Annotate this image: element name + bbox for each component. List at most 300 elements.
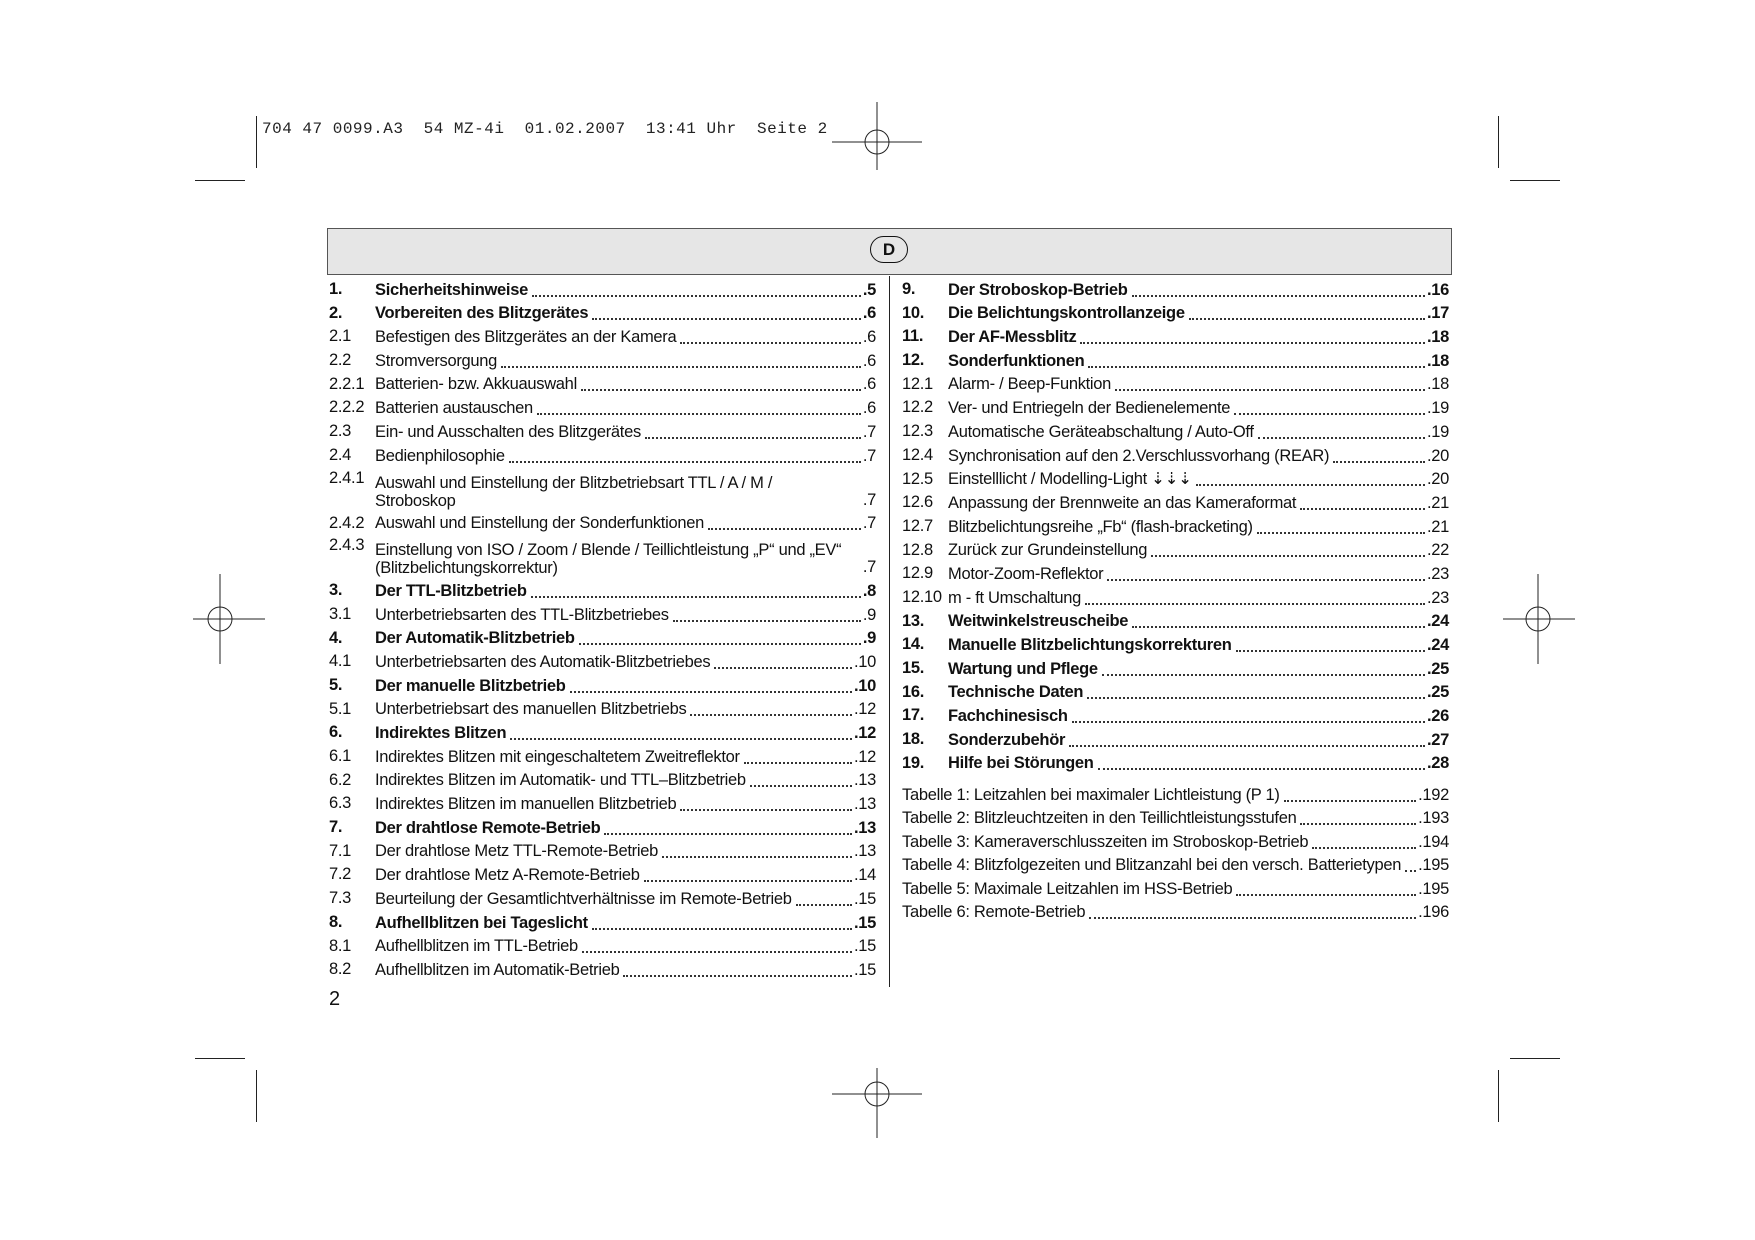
toc-entry-title: Aufhellblitzen im Automatik-Betrieb (375, 960, 620, 979)
toc-entry-page: .19 (1426, 422, 1449, 441)
language-badge: D (870, 236, 908, 263)
toc-entry[interactable] (902, 323, 1449, 347)
toc-entry-body (375, 937, 876, 956)
toc-entry-body (375, 304, 876, 323)
toc-entry-page: .15 (853, 889, 876, 908)
toc-entry-body (948, 589, 1449, 608)
toc-entry[interactable] (329, 577, 876, 601)
toc-entry-body (902, 903, 1449, 922)
toc-entry[interactable] (902, 702, 1449, 726)
toc-entry-number: 12.6 (902, 493, 933, 512)
crop-mark (195, 1058, 245, 1059)
toc-entry[interactable] (902, 513, 1449, 537)
toc-entry-title: Blitzbelichtungsreihe „Fb“ (flash-bracketing) (948, 517, 1253, 536)
toc-entry-body (375, 842, 876, 861)
toc-entry[interactable] (329, 909, 876, 933)
column-divider (889, 276, 890, 987)
toc-entry-title: Indirektes Blitzen mit eingeschaltetem Zweitreflektor (375, 747, 740, 766)
toc-entry[interactable] (902, 726, 1449, 750)
toc-entry-number: 5. (329, 675, 343, 694)
leader-dots (644, 879, 852, 882)
toc-entry[interactable] (329, 719, 876, 743)
leader-dots (1300, 507, 1425, 510)
toc-entry[interactable] (902, 276, 1449, 300)
toc-entry-number: 12.9 (902, 564, 933, 583)
toc-entry[interactable] (329, 814, 876, 838)
toc-entry-title: Tabelle 2: Blitzleuchtzeiten in den Teillichtleistungsstufen (902, 809, 1297, 828)
leader-dots (645, 436, 861, 439)
toc-entry-page: .20 (1426, 446, 1449, 465)
toc-entry[interactable] (329, 418, 876, 442)
toc-entry-body (948, 612, 1449, 631)
toc-entry-title: Der drahtlose Metz A-Remote-Betrieb (375, 866, 640, 885)
leader-dots (537, 412, 861, 415)
toc-entry-title: Automatische Geräteabschaltung / Auto-Off (948, 422, 1254, 441)
toc-entry-body (948, 541, 1449, 560)
toc-entry[interactable] (902, 466, 1449, 490)
toc-entry[interactable] (902, 489, 1449, 513)
toc-entry-page: .193 (1418, 809, 1449, 828)
toc-entry-number: 6.1 (329, 747, 352, 765)
toc-entry-number: 5.1 (329, 699, 352, 718)
toc-entry-page: .22 (1426, 541, 1449, 560)
leader-dots (592, 927, 852, 930)
toc-entry-page: .18 (1426, 328, 1449, 347)
toc-entry-page: .15 (853, 913, 876, 932)
toc-entry-body (902, 786, 1449, 805)
toc-entry-page: .21 (1426, 493, 1449, 512)
toc-entry-number: 8.2 (329, 960, 352, 979)
toc-entry-number: 2.2 (329, 351, 352, 370)
toc-entry-title: Indirektes Blitzen (375, 724, 507, 742)
toc-entry[interactable] (329, 625, 876, 649)
toc-entry-body (375, 447, 876, 466)
toc-entry-body (948, 660, 1449, 679)
leader-dots (680, 808, 852, 811)
leader-dots (623, 974, 852, 977)
toc-entry[interactable] (329, 323, 876, 347)
toc-entry-body (948, 707, 1449, 726)
toc-entry-title: Synchronisation auf den 2.Verschlussvorhang (REAR) (948, 446, 1330, 465)
toc-entry-title: Wartung und Pflege (948, 659, 1098, 678)
toc-entry-page: .27 (1426, 730, 1449, 749)
toc-entry-body (375, 375, 876, 394)
crop-mark (1498, 116, 1499, 168)
toc-entry-title: Einstelllicht / Modelling-Light ⇣⇣⇣ (948, 470, 1192, 489)
toc-entry-body (948, 518, 1449, 537)
leader-dots (1098, 767, 1425, 770)
table-list-item[interactable] (902, 875, 1449, 899)
toc-entry[interactable] (329, 933, 876, 957)
toc-entry-title: Sonderzubehör (948, 730, 1066, 749)
table-list-item[interactable] (902, 805, 1449, 829)
toc-entry-page: .24 (1426, 612, 1449, 631)
toc-entry[interactable] (329, 696, 876, 720)
toc-entry-page: .10 (853, 676, 876, 695)
toc-entry-number: 14. (902, 635, 925, 654)
toc-entry[interactable] (902, 537, 1449, 561)
toc-entry-number: 4.1 (329, 652, 352, 671)
toc-entry-page: .195 (1418, 879, 1449, 898)
toc-entry-title: Tabelle 1: Leitzahlen bei maximaler Lichtleistung (P 1) (902, 785, 1280, 804)
toc-entry-page: .7 (862, 422, 876, 441)
toc-entry[interactable] (902, 560, 1449, 584)
toc-entry-number: 6. (329, 723, 343, 742)
leader-dots (1087, 696, 1425, 699)
toc-entry[interactable] (329, 533, 876, 577)
toc-entry-body (948, 423, 1449, 442)
toc-entry-number: 8.1 (329, 936, 352, 955)
toc-entry[interactable] (329, 371, 876, 395)
toc-entry-page: .18 (1426, 351, 1449, 370)
leader-dots (509, 460, 861, 463)
toc-entry-body (375, 819, 876, 838)
toc-entry-body (948, 352, 1449, 371)
toc-entry-page: .13 (853, 795, 876, 814)
toc-entry-number: 4. (329, 628, 343, 647)
toc-entry-body (902, 833, 1449, 852)
toc-entry-page: .9 (862, 605, 876, 624)
toc-entry[interactable] (329, 442, 876, 466)
toc-entry-number: 19. (902, 753, 925, 772)
toc-entry-number: 12.7 (902, 516, 933, 535)
toc-entry[interactable] (902, 371, 1449, 395)
toc-entry-body (375, 606, 876, 625)
toc-entry-number: 7. (329, 818, 343, 837)
toc-entry-body (375, 352, 876, 371)
toc-entry-page: .13 (853, 771, 876, 790)
toc-entry-page: .12 (853, 700, 876, 719)
toc-entry-title: Auswahl und Einstellung der Sonderfunktionen (375, 514, 704, 533)
toc-entry-number: 2.1 (329, 327, 352, 346)
toc-entry[interactable] (329, 956, 876, 980)
leader-dots (1080, 341, 1425, 344)
toc-entry-number: 10. (902, 303, 925, 322)
toc-entry-title: Aufhellblitzen im TTL-Betrieb (375, 937, 578, 956)
toc-entry-page: .6 (862, 375, 876, 394)
toc-entry-page: .25 (1426, 659, 1449, 678)
toc-entry[interactable] (329, 347, 876, 371)
crop-mark (256, 116, 257, 168)
toc-entry-title: Unterbetriebsarten des Automatik-Blitzbetriebes (375, 652, 711, 671)
leader-dots (1151, 554, 1425, 557)
toc-entry-title: Unterbetriebsart des manuellen Blitzbetriebs (375, 700, 687, 719)
table-list-item[interactable] (902, 852, 1449, 876)
toc-entry-title: Zurück zur Grundeinstellung (948, 541, 1148, 560)
toc-entry-body (375, 582, 876, 601)
toc-entry-body (902, 809, 1449, 828)
registration-mark-icon (832, 102, 922, 192)
table-list-item[interactable] (902, 781, 1449, 805)
leader-dots (1257, 531, 1425, 534)
registration-mark-icon (185, 574, 275, 664)
leader-dots (1258, 436, 1425, 439)
toc-entry[interactable] (902, 655, 1449, 679)
crop-mark (1510, 180, 1560, 181)
leader-dots (1089, 916, 1416, 919)
toc-entry-number: 12.3 (902, 422, 933, 441)
toc-entry-number: 13. (902, 611, 925, 630)
registration-mark-icon (1493, 574, 1583, 664)
toc-entry-body (902, 880, 1449, 899)
toc-entry-body (375, 866, 876, 885)
toc-entry-number: 12.2 (902, 398, 933, 417)
toc-entry-title: Befestigen des Blitzgerätes an der Kamera (375, 328, 677, 347)
toc-entry-number: 2.4.3 (329, 536, 365, 555)
toc-entry[interactable] (329, 601, 876, 625)
toc-entry-page: .6 (862, 328, 876, 347)
toc-entry-page: .13 (853, 842, 876, 861)
toc-entry-page: .6 (862, 399, 876, 418)
toc-entry-page: .21 (1426, 517, 1449, 536)
leader-dots (592, 317, 861, 320)
leader-dots (501, 365, 861, 368)
toc-entry-title: Hilfe bei Störungen (948, 754, 1094, 773)
toc-entry[interactable] (329, 861, 876, 885)
toc-entry-title: Batterien- bzw. Akkuauswahl (375, 375, 577, 394)
toc-entry[interactable] (902, 300, 1449, 324)
leader-dots (510, 737, 852, 740)
toc-entry-title: Ver- und Entriegeln der Bedienelemente (948, 399, 1231, 418)
toc-entry-body (948, 731, 1449, 750)
toc-entry[interactable] (329, 672, 876, 696)
toc-entry-number: 2.2.1 (329, 374, 365, 393)
leader-dots (582, 950, 852, 953)
toc-entry-page: .6 (862, 351, 876, 370)
toc-entry-title: Unterbetriebsarten des TTL-Blitzbetriebes (375, 605, 669, 624)
toc-entry-page: .14 (853, 866, 876, 885)
toc-entry[interactable] (329, 790, 876, 814)
toc-entry-title: Aufhellblitzen bei Tageslicht (375, 913, 588, 932)
leader-dots (690, 713, 851, 716)
toc-entry-body (375, 399, 876, 418)
leader-dots (579, 642, 861, 645)
toc-entry[interactable] (902, 418, 1449, 442)
leader-dots (1405, 869, 1416, 872)
toc-entry-title: Der drahtlose Remote-Betrieb (375, 818, 601, 837)
toc-entry-page: .6 (862, 304, 876, 323)
toc-entry-title: Sicherheitshinweise (375, 280, 528, 299)
table-list-item[interactable] (902, 899, 1449, 923)
toc-entry-page: .28 (1426, 754, 1449, 773)
crop-mark (195, 180, 245, 181)
leader-dots (1132, 294, 1425, 297)
toc-entry-page: .17 (1426, 304, 1449, 323)
toc-entry[interactable] (902, 608, 1449, 632)
toc-entry[interactable] (902, 750, 1449, 774)
toc-entry-body (948, 304, 1449, 323)
toc-entry-page: .18 (1426, 375, 1449, 394)
toc-entry-title: Sonderfunktionen (948, 351, 1085, 370)
toc-entry[interactable] (902, 584, 1449, 608)
toc-entry-page: .5 (862, 280, 876, 299)
toc-entry[interactable] (329, 743, 876, 767)
crop-mark (256, 1070, 257, 1122)
toc-entry-body (375, 700, 876, 719)
toc-entry-body (375, 961, 876, 980)
toc-entry-number: 2.2.2 (329, 398, 365, 417)
toc-entry-body (375, 795, 876, 814)
toc-entry-body (948, 754, 1449, 773)
toc-entry-number: 7.3 (329, 889, 352, 908)
leader-dots (1115, 388, 1425, 391)
toc-entry-number: 18. (902, 730, 925, 749)
toc-entry-title: Der manuelle Blitzbetrieb (375, 676, 566, 695)
toc-entry-page: .9 (862, 629, 876, 648)
leader-dots (1284, 799, 1417, 802)
toc-entry-page: .15 (853, 937, 876, 956)
leader-dots (750, 784, 852, 787)
toc-entry-page: .7 (862, 446, 876, 465)
leader-dots (604, 832, 852, 835)
toc-entry-body (375, 724, 876, 743)
toc-entry-number: 12.10 (902, 587, 942, 606)
toc-entry[interactable] (329, 885, 876, 909)
leader-dots (1069, 744, 1425, 747)
toc-entry-body (375, 629, 876, 648)
toc-entry-body (375, 281, 876, 300)
toc-entry-page: .10 (853, 652, 876, 671)
toc-entry-number: 2.4.1 (329, 468, 365, 487)
toc-entry-number: 2.4.2 (329, 513, 365, 532)
leader-dots (708, 527, 861, 530)
toc-entry-page: .19 (1426, 399, 1449, 418)
toc-entry-title: Der Automatik-Blitzbetrieb (375, 629, 575, 648)
toc-entry[interactable] (329, 276, 876, 300)
toc-entry-body (375, 514, 876, 533)
toc-entry[interactable] (902, 394, 1449, 418)
toc-entry[interactable] (329, 648, 876, 672)
toc-entry-number: 12.4 (902, 445, 933, 464)
toc-entry-title: Fachchinesisch (948, 707, 1068, 726)
toc-entry[interactable] (329, 466, 876, 510)
toc-entry-title: Alarm- / Beep-Funktion (948, 375, 1112, 394)
toc-entry-body (948, 447, 1449, 466)
toc-entry-page: .196 (1418, 903, 1449, 922)
toc-entry[interactable] (329, 300, 876, 324)
toc-entry-page: .7 (862, 490, 876, 509)
toc-entry[interactable] (329, 767, 876, 791)
leader-dots (796, 903, 852, 906)
toc-entry[interactable] (902, 679, 1449, 703)
leader-dots (714, 666, 852, 669)
toc-entry-page: .16 (1426, 280, 1449, 299)
toc-entry-page: .15 (853, 960, 876, 979)
toc-entry-body (375, 474, 876, 510)
toc-entry-body (375, 748, 876, 767)
leader-dots (680, 341, 860, 344)
toc-entry-number: 1. (329, 280, 343, 298)
toc-entry-page: .192 (1418, 785, 1449, 804)
leader-dots (662, 855, 852, 858)
toc-entry-number: 7.1 (329, 841, 352, 860)
leader-dots (1333, 460, 1425, 463)
toc-entry-body (375, 771, 876, 790)
toc-entry-body (948, 375, 1449, 394)
toc-entry-title: Motor-Zoom-Reflektor (948, 564, 1104, 583)
toc-entry-title: Auswahl und Einstellung der Blitzbetriebsart TTL / A / M / Stroboskop (375, 473, 773, 510)
toc-entry-number: 2.4 (329, 445, 352, 464)
toc-entry-title: Stromversorgung (375, 351, 498, 370)
toc-entry-page: .23 (1426, 588, 1449, 607)
toc-entry-title: Batterien austauschen (375, 399, 533, 418)
toc-entry[interactable] (329, 838, 876, 862)
toc-entry[interactable] (902, 442, 1449, 466)
toc-entry-page: .195 (1418, 856, 1449, 875)
leader-dots (1189, 317, 1425, 320)
toc-entry-title: Indirektes Blitzen im manuellen Blitzbetrieb (375, 795, 677, 814)
toc-entry-number: 12.8 (902, 540, 933, 559)
toc-entry[interactable] (329, 510, 876, 534)
toc-entry-number: 2. (329, 303, 343, 322)
toc-entry-number: 15. (902, 659, 925, 677)
leader-dots (1300, 822, 1416, 825)
toc-entry-body (948, 328, 1449, 347)
toc-entry-title: Ein- und Ausschalten des Blitzgerätes (375, 422, 641, 441)
crop-mark (1510, 1058, 1560, 1059)
toc-entry-title: Der AF-Messblitz (948, 328, 1077, 347)
toc-entry-page: .13 (853, 818, 876, 837)
toc-entry-body (948, 399, 1449, 418)
toc-entry-title: m - ft Umschaltung (948, 588, 1082, 607)
toc-entry-title: Weitwinkelstreuscheibe (948, 612, 1129, 631)
toc-entry-body (948, 470, 1449, 489)
leader-dots (1085, 602, 1425, 605)
toc-entry-page: .23 (1426, 564, 1449, 583)
leader-dots (1236, 649, 1425, 652)
toc-entry-number: 16. (902, 682, 925, 701)
table-list-item[interactable] (902, 828, 1449, 852)
toc-entry-title: Einstellung von ISO / Zoom / Blende / Teillichtleistung „P“ und „EV“ (Blitzbelichtungskorrektur) (375, 541, 842, 578)
leader-dots (1236, 893, 1416, 896)
leader-dots (673, 619, 861, 622)
leader-dots (531, 595, 861, 598)
toc-entry-page: .12 (853, 724, 876, 742)
toc-entry-body (948, 494, 1449, 513)
leader-dots (744, 761, 852, 764)
toc-entry-number: 3. (329, 581, 343, 600)
toc-entry[interactable] (329, 394, 876, 418)
toc-entry-number: 8. (329, 912, 343, 931)
toc-entry-title: Die Belichtungskontrollanzeige (948, 304, 1185, 323)
toc-right-column (902, 276, 1449, 922)
toc-entry-number: 7.2 (329, 865, 352, 884)
toc-entry-title: Anpassung der Brennweite an das Kameraformat (948, 493, 1297, 512)
registration-mark-icon (832, 1048, 922, 1138)
page-number: 2 (329, 988, 341, 1010)
toc-entry-number: 17. (902, 706, 925, 725)
toc-entry-title: Technische Daten (948, 683, 1084, 702)
crop-mark (1498, 1070, 1499, 1122)
toc-entry-number: 9. (902, 280, 916, 298)
toc-entry[interactable] (902, 631, 1449, 655)
toc-entry-number: 12.5 (902, 469, 933, 488)
toc-entry-body (948, 636, 1449, 655)
toc-entry-title: Der drahtlose Metz TTL-Remote-Betrieb (375, 842, 658, 861)
toc-entry-body (948, 565, 1449, 584)
toc-entry-title: Vorbereiten des Blitzgerätes (375, 304, 589, 323)
toc-entry[interactable] (902, 347, 1449, 371)
toc-entry-body (902, 856, 1449, 875)
toc-entry-title: Manuelle Blitzbelichtungskorrekturen (948, 636, 1232, 654)
toc-entry-title: Der TTL-Blitzbetrieb (375, 581, 527, 600)
toc-entry-page: .24 (1426, 636, 1449, 654)
toc-entry-body (375, 914, 876, 933)
toc-entry-body (375, 541, 876, 577)
toc-entry-title: Tabelle 3: Kameraverschlusszeiten im Stroboskop-Betrieb (902, 832, 1309, 851)
leader-dots (1312, 846, 1416, 849)
print-slug: 704 47 0099.A3 54 MZ-4i 01.02.2007 13:41 Uhr Seite 2 (262, 120, 828, 138)
